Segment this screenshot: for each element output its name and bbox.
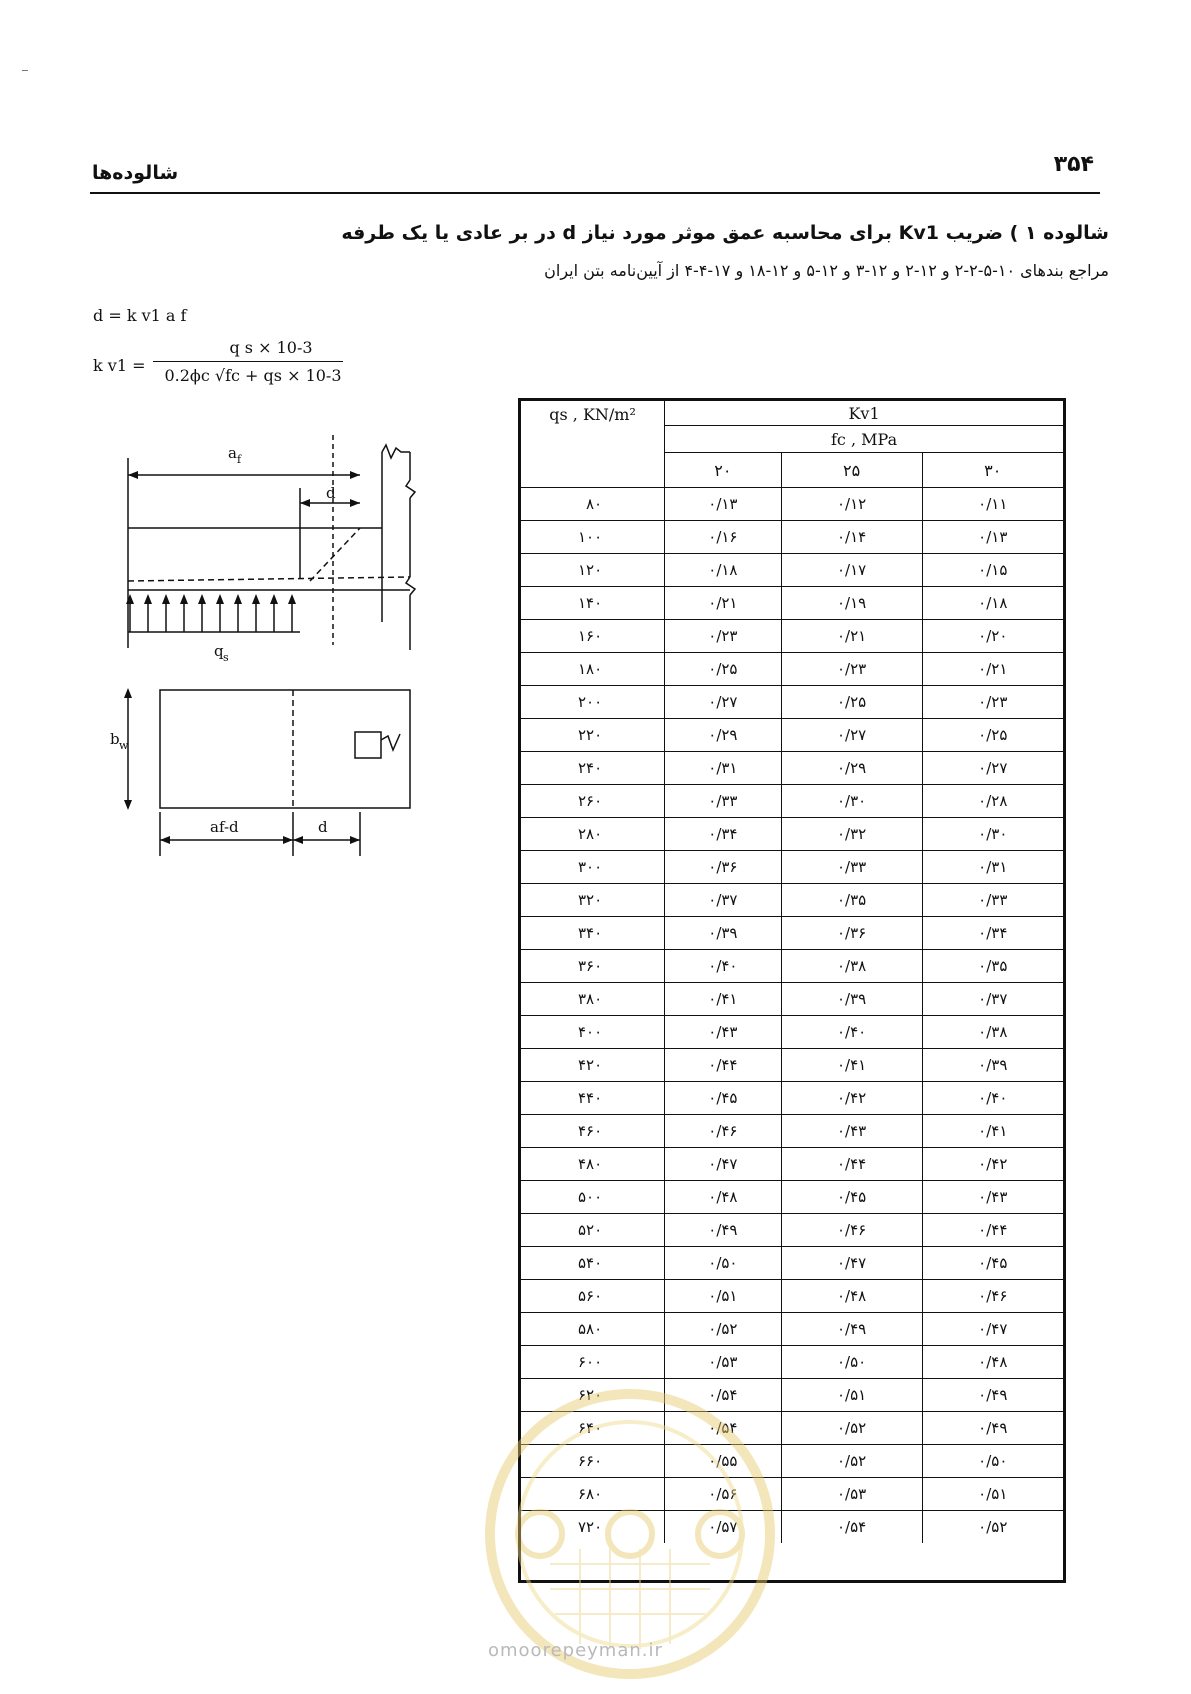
table-row <box>521 1115 1063 1148</box>
kv1-cell: ۰/۴۸ <box>665 1181 782 1214</box>
kv1-cell: ۰/۲۳ <box>665 620 782 653</box>
kv1-cell: ۰/۴۰ <box>922 1082 1063 1115</box>
kv1-cell: ۰/۲۸ <box>922 785 1063 818</box>
kv1-cell: ۰/۴۲ <box>781 1082 922 1115</box>
kv1-cell: ۰/۵۵ <box>665 1445 782 1478</box>
kv1-cell: ۰/۱۳ <box>665 488 782 521</box>
margin-mark <box>22 70 28 71</box>
pressure-arrows <box>126 594 296 632</box>
table-row <box>521 1181 1063 1214</box>
qs-cell: ۲۲۰ <box>521 719 665 752</box>
kv1-cell: ۰/۴۴ <box>922 1214 1063 1247</box>
qs-cell: ۵۲۰ <box>521 1214 665 1247</box>
kv1-cell: ۰/۱۷ <box>781 554 922 587</box>
kv1-cell: ۰/۳۰ <box>781 785 922 818</box>
qs-cell: ۴۲۰ <box>521 1049 665 1082</box>
kv1-cell: ۰/۲۳ <box>922 686 1063 719</box>
chapter-title: شالوده‌ها <box>92 162 179 184</box>
qs-cell: ۶۴۰ <box>521 1412 665 1445</box>
label-qs: q <box>214 642 224 660</box>
table-row <box>521 1214 1063 1247</box>
kv1-cell: ۰/۵۴ <box>665 1379 782 1412</box>
kv1-cell: ۰/۲۱ <box>665 587 782 620</box>
kv1-cell: ۰/۴۷ <box>781 1247 922 1280</box>
kv1-cell: ۰/۴۶ <box>665 1115 782 1148</box>
kv1-cell: ۰/۱۸ <box>922 587 1063 620</box>
table-row <box>521 1016 1063 1049</box>
kv1-cell: ۰/۴۸ <box>922 1346 1063 1379</box>
kv1-cell: ۰/۳۲ <box>781 818 922 851</box>
table-row <box>521 950 1063 983</box>
kv1-cell: ۰/۴۰ <box>665 950 782 983</box>
qs-cell: ۴۴۰ <box>521 1082 665 1115</box>
table-row <box>521 488 1063 521</box>
kv1-cell: ۰/۴۵ <box>781 1181 922 1214</box>
qs-cell: ۲۰۰ <box>521 686 665 719</box>
qs-cell: ۱۲۰ <box>521 554 665 587</box>
label-d: d <box>326 484 336 502</box>
formula-kv1 <box>93 338 353 390</box>
section-title: شالوده ۱ ) ضریب Kv1 برای محاسبه عمق موثر مورد نیاز d در بر عادی یا یک طرفه <box>341 222 1109 244</box>
table-row <box>521 818 1063 851</box>
kv1-cell: ۰/۴۰ <box>781 1016 922 1049</box>
kv1-cell: ۰/۴۹ <box>781 1313 922 1346</box>
footing-diagram <box>110 400 460 940</box>
kv1-cell: ۰/۵۷ <box>665 1511 782 1544</box>
label-bw-sub: w <box>119 739 129 752</box>
kv1-cell: ۰/۳۸ <box>922 1016 1063 1049</box>
kv1-cell: ۰/۵۳ <box>665 1346 782 1379</box>
table-row <box>521 653 1063 686</box>
qs-cell: ۴۶۰ <box>521 1115 665 1148</box>
kv1-cell: ۰/۴۱ <box>781 1049 922 1082</box>
kv1-cell: ۰/۵۴ <box>781 1511 922 1544</box>
kv1-cell: ۰/۳۱ <box>922 851 1063 884</box>
kv1-cell: ۰/۲۳ <box>781 653 922 686</box>
table-row <box>521 884 1063 917</box>
qs-cell: ۵۸۰ <box>521 1313 665 1346</box>
kv1-cell: ۰/۳۶ <box>781 917 922 950</box>
label-qs-sub: s <box>223 651 229 664</box>
qs-cell: ۸۰ <box>521 488 665 521</box>
kv1-cell: ۰/۱۳ <box>922 521 1063 554</box>
kv1-cell: ۰/۵۰ <box>922 1445 1063 1478</box>
kv1-cell: ۰/۴۹ <box>922 1379 1063 1412</box>
table-row <box>521 719 1063 752</box>
kv1-cell: ۰/۲۹ <box>781 752 922 785</box>
kv1-cell: ۰/۴۶ <box>922 1280 1063 1313</box>
formula-kv1-denominator: 0.2ϕc √fc + qs × 10-3 <box>164 366 342 385</box>
kv1-cell: ۰/۳۵ <box>781 884 922 917</box>
kv1-cell: ۰/۲۹ <box>665 719 782 752</box>
kv1-cell: ۰/۲۵ <box>665 653 782 686</box>
label-af-sub: f <box>237 453 242 466</box>
kv1-cell: ۰/۴۵ <box>922 1247 1063 1280</box>
qs-cell: ۱۰۰ <box>521 521 665 554</box>
kv1-cell: ۰/۳۱ <box>665 752 782 785</box>
kv1-cell: ۰/۴۷ <box>922 1313 1063 1346</box>
kv1-cell: ۰/۴۷ <box>665 1148 782 1181</box>
table-row <box>521 1313 1063 1346</box>
fc-25-header: ۲۵ <box>781 453 922 488</box>
kv1-cell: ۰/۵۲ <box>922 1511 1063 1544</box>
kv1-cell: ۰/۱۵ <box>922 554 1063 587</box>
kv1-cell: ۰/۳۸ <box>781 950 922 983</box>
watermark-text: omoorepeyman.ir <box>488 1640 663 1661</box>
kv1-cell: ۰/۴۳ <box>665 1016 782 1049</box>
kv1-cell: ۰/۱۱ <box>922 488 1063 521</box>
formula-kv1-lhs: k v1 = <box>93 356 146 375</box>
qs-cell: ۳۰۰ <box>521 851 665 884</box>
references-line: مراجع بندهای ۱۰-۵-۲-۲ و ۱۲-۲ و ۱۲-۳ و ۱۲-۵ و ۱۲-۱۸ و ۱۷-۴-۴ از آیین‌نامه بتن ایران <box>544 261 1109 280</box>
table-row <box>521 752 1063 785</box>
table-row <box>521 1346 1063 1379</box>
kv1-cell: ۰/۱۸ <box>665 554 782 587</box>
qs-cell: ۶۸۰ <box>521 1478 665 1511</box>
kv1-cell: ۰/۵۱ <box>665 1280 782 1313</box>
running-head <box>90 150 1100 194</box>
kv1-cell: ۰/۴۲ <box>922 1148 1063 1181</box>
kv1-cell: ۰/۲۷ <box>665 686 782 719</box>
table-row <box>521 521 1063 554</box>
kv1-cell: ۰/۳۳ <box>665 785 782 818</box>
label-af-minus-d: af-d <box>210 818 239 836</box>
qs-header: qs , KN/m² <box>521 401 665 488</box>
qs-cell: ۷۲۰ <box>521 1511 665 1544</box>
kv1-cell: ۰/۲۷ <box>922 752 1063 785</box>
qs-cell: ۵۶۰ <box>521 1280 665 1313</box>
qs-cell: ۳۴۰ <box>521 917 665 950</box>
kv1-cell: ۰/۵۲ <box>781 1445 922 1478</box>
table-row <box>521 1082 1063 1115</box>
kv1-cell: ۰/۴۹ <box>665 1214 782 1247</box>
kv1-cell: ۰/۳۴ <box>922 917 1063 950</box>
kv1-cell: ۰/۳۷ <box>665 884 782 917</box>
qs-cell: ۲۴۰ <box>521 752 665 785</box>
kv1-cell: ۰/۳۹ <box>665 917 782 950</box>
qs-cell: ۵۰۰ <box>521 1181 665 1214</box>
table-row <box>521 1247 1063 1280</box>
table-row <box>521 851 1063 884</box>
qs-cell: ۳۲۰ <box>521 884 665 917</box>
qs-cell: ۳۸۰ <box>521 983 665 1016</box>
label-af: a <box>228 444 237 462</box>
kv1-cell: ۰/۳۳ <box>781 851 922 884</box>
kv1-cell: ۰/۴۵ <box>665 1082 782 1115</box>
formula-d: d = k v1 a f <box>93 306 187 325</box>
kv1-cell: ۰/۲۷ <box>781 719 922 752</box>
kv1-cell: ۰/۱۴ <box>781 521 922 554</box>
kv1-cell: ۰/۵۰ <box>781 1346 922 1379</box>
kv1-cell: ۰/۱۲ <box>781 488 922 521</box>
fc-header: fc , MPa <box>665 426 1063 453</box>
kv1-cell: ۰/۵۲ <box>665 1313 782 1346</box>
table-row <box>521 1049 1063 1082</box>
qs-cell: ۱۶۰ <box>521 620 665 653</box>
kv1-cell: ۰/۳۶ <box>665 851 782 884</box>
kv1-cell: ۰/۲۵ <box>922 719 1063 752</box>
kv1-cell: ۰/۵۱ <box>922 1478 1063 1511</box>
kv1-cell: ۰/۳۹ <box>922 1049 1063 1082</box>
kv1-cell: ۰/۴۳ <box>781 1115 922 1148</box>
qs-cell: ۴۰۰ <box>521 1016 665 1049</box>
label-d-bottom: d <box>318 818 328 836</box>
page-number: ۳۵۴ <box>1053 152 1094 177</box>
qs-cell: ۲۸۰ <box>521 818 665 851</box>
kv1-cell: ۰/۴۱ <box>665 983 782 1016</box>
qs-cell: ۱۴۰ <box>521 587 665 620</box>
kv1-header: Kv1 <box>665 401 1063 426</box>
qs-cell: ۶۰۰ <box>521 1346 665 1379</box>
kv1-cell: ۰/۴۶ <box>781 1214 922 1247</box>
qs-cell: ۳۶۰ <box>521 950 665 983</box>
kv1-cell: ۰/۳۴ <box>665 818 782 851</box>
qs-cell: ۶۲۰ <box>521 1379 665 1412</box>
qs-cell: ۲۶۰ <box>521 785 665 818</box>
fraction-bar <box>153 361 343 362</box>
qs-cell: ۵۴۰ <box>521 1247 665 1280</box>
qs-cell: ۶۶۰ <box>521 1445 665 1478</box>
kv1-cell: ۰/۲۱ <box>781 620 922 653</box>
fc-20-header: ۲۰ <box>665 453 782 488</box>
qs-cell: ۱۸۰ <box>521 653 665 686</box>
kv1-cell: ۰/۵۶ <box>665 1478 782 1511</box>
table-row <box>521 587 1063 620</box>
kv1-cell: ۰/۱۶ <box>665 521 782 554</box>
formula-kv1-numerator: q s × 10-3 <box>229 338 313 357</box>
kv1-cell: ۰/۴۹ <box>922 1412 1063 1445</box>
kv1-cell: ۰/۴۱ <box>922 1115 1063 1148</box>
kv1-cell: ۰/۲۱ <box>922 653 1063 686</box>
kv1-cell: ۰/۳۵ <box>922 950 1063 983</box>
table-row <box>521 620 1063 653</box>
table-row <box>521 1280 1063 1313</box>
label-bw: b <box>110 730 120 748</box>
table-row <box>521 785 1063 818</box>
kv1-cell: ۰/۴۸ <box>781 1280 922 1313</box>
kv1-cell: ۰/۵۲ <box>781 1412 922 1445</box>
kv1-cell: ۰/۵۰ <box>665 1247 782 1280</box>
kv1-cell: ۰/۵۱ <box>781 1379 922 1412</box>
kv1-cell: ۰/۵۴ <box>665 1412 782 1445</box>
kv1-cell: ۰/۲۰ <box>922 620 1063 653</box>
kv1-cell: ۰/۳۳ <box>922 884 1063 917</box>
qs-cell: ۴۸۰ <box>521 1148 665 1181</box>
kv1-cell: ۰/۱۹ <box>781 587 922 620</box>
kv1-cell: ۰/۵۳ <box>781 1478 922 1511</box>
table-row <box>521 554 1063 587</box>
kv1-cell: ۰/۴۴ <box>781 1148 922 1181</box>
kv1-cell: ۰/۳۰ <box>922 818 1063 851</box>
table-row <box>521 917 1063 950</box>
kv1-cell: ۰/۳۷ <box>922 983 1063 1016</box>
kv1-cell: ۰/۴۴ <box>665 1049 782 1082</box>
fc-30-header: ۳۰ <box>922 453 1063 488</box>
kv1-cell: ۰/۲۵ <box>781 686 922 719</box>
kv1-cell: ۰/۴۳ <box>922 1181 1063 1214</box>
table-row <box>521 983 1063 1016</box>
kv1-cell: ۰/۳۹ <box>781 983 922 1016</box>
table-row <box>521 1148 1063 1181</box>
table-row <box>521 686 1063 719</box>
